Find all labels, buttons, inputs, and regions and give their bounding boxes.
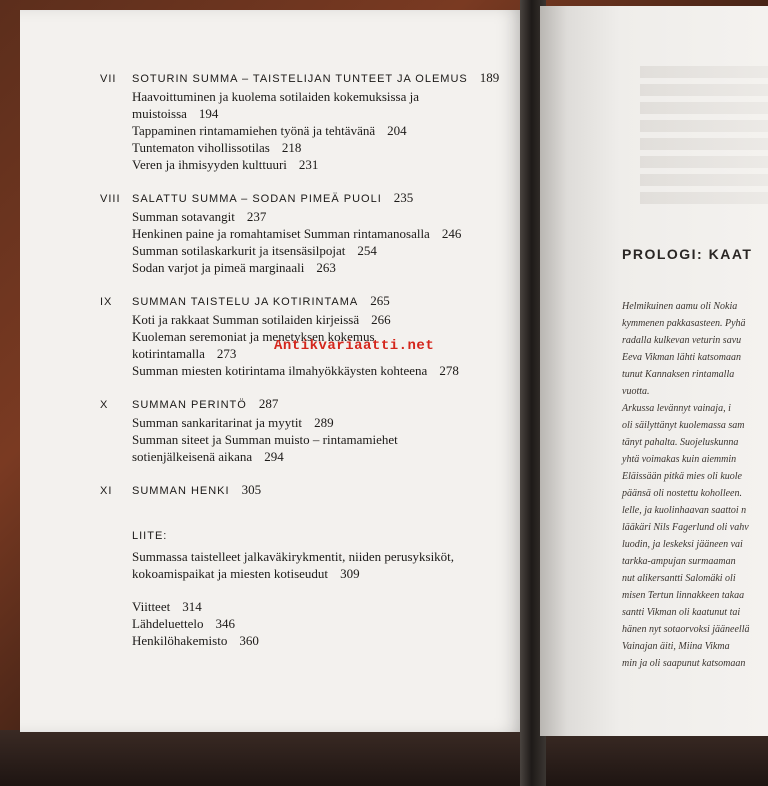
prologue-line: tunut Kannaksen rintamalla (622, 369, 735, 380)
entry-text: Henkinen paine ja romahtamiset Summan rintamanosalla (132, 226, 430, 241)
toc-entry (100, 139, 520, 156)
entry-page: 266 (371, 312, 391, 327)
appendix-line (100, 565, 520, 582)
section-page: 305 (241, 482, 262, 497)
toc-entry (100, 414, 520, 431)
prologue-line: kymmenen pakkasasteen. Pyhä (622, 318, 746, 329)
prologue-line: luodin, ja leskeksi jääneen vai (622, 539, 743, 550)
entry-text: kotirintamalla (132, 346, 205, 361)
prologue-line: nut alikersantti Salomäki oli (622, 573, 736, 584)
section-number: X (100, 399, 109, 411)
entry-text: Henkilöhakemisto (132, 633, 228, 648)
back-matter-item (100, 598, 520, 615)
entry-text: Koti ja rakkaat Summan sotilaiden kirjeissä (132, 312, 360, 327)
entry-text: Summan sankaritarinat ja myytit (132, 415, 303, 430)
section-heading (100, 482, 520, 500)
toc-entry (100, 225, 520, 242)
entry-page: 278 (439, 363, 459, 378)
prologue-line: Arkussa levännyt vainaja, i (622, 403, 731, 414)
back-matter (100, 598, 520, 649)
entry-text: Summan sotilaskarkurit ja itsensäsilpojat (132, 243, 346, 258)
section-title: SUMMAN TAISTELU JA KOTIRINTAMA (132, 296, 359, 308)
section-title: SUMMAN PERINTÖ (132, 399, 247, 411)
toc-entry (100, 259, 520, 276)
prologue-line: Eeva Vikman lähti katsomaan (622, 352, 741, 363)
section-page: 265 (370, 293, 390, 308)
prologue-line: min ja oli saapunut katsomaan (622, 658, 746, 669)
table-of-contents (100, 70, 520, 649)
prologue-line: vuotta. (622, 386, 650, 397)
section-title: SOTURIN SUMMA – TAISTELIJAN TUNTEET JA OLEMUS (132, 73, 468, 85)
prologue-line: oli säilyttänyt kuolemassa sam (622, 420, 745, 431)
back-matter-item (100, 615, 520, 632)
entry-text: muistoissa (132, 106, 187, 121)
entry-text: Summassa taistelleet jalkaväkirykmentit, niiden perusyksiköt, (132, 549, 455, 564)
entry-page: 204 (387, 123, 407, 138)
toc-entry (100, 122, 520, 139)
appendix-heading: LIITE: (132, 530, 168, 542)
prologue-title: PROLOGI: KAAT (622, 246, 753, 262)
section-title: SUMMAN HENKI (132, 485, 230, 497)
appendix-line (100, 548, 520, 565)
toc-entry (100, 105, 520, 122)
entry-text: kokoamispaikat ja miesten kotiseudut (132, 566, 329, 581)
bleed-through-text (640, 66, 768, 210)
toc-entry (100, 208, 520, 225)
toc-entry (100, 156, 520, 173)
entry-text: Veren ja ihmisyyden kulttuuri (132, 157, 287, 172)
watermark: Antikvariaatti.net (274, 338, 435, 354)
entry-text: Summan siteet ja Summan muisto – rintamamiehet (132, 432, 398, 447)
entry-text: Summan sotavangit (132, 209, 235, 224)
section-heading (100, 396, 520, 414)
entry-page: 237 (246, 209, 267, 224)
entry-text: sotienjälkeisenä aikana (132, 449, 253, 464)
section-page: 287 (258, 396, 279, 411)
entry-text: Kuoleman seremoniat ja menetyksen kokemus (132, 329, 375, 344)
section-heading (100, 293, 520, 311)
prologue-line: radalla kulkevan veturin savu (622, 335, 742, 346)
entry-page: 218 (281, 140, 302, 155)
prologue-line: yhtä voimakas kuin aiemmin (622, 454, 737, 465)
prologue-line: lääkäri Nils Fagerlund oli vahv (622, 522, 749, 533)
entry-page: 309 (340, 566, 360, 581)
prologue-line: Eläissään pitkä mies oli kuole (622, 471, 742, 482)
entry-page: 254 (357, 243, 377, 258)
cover-edge (0, 730, 768, 786)
prologue-line: Vainajan äiti, Miina Vikma (622, 641, 730, 652)
entry-page: 263 (316, 260, 336, 275)
prologue-line: misen Tertun linnakkeen takaa (622, 590, 745, 601)
appendix-section (100, 530, 520, 582)
toc-entry (100, 431, 520, 448)
prologue-line: tänyt pahalta. Suojeluskunna (622, 437, 739, 448)
entry-text: Tappaminen rintamamiehen työnä ja tehtävänä (132, 123, 376, 138)
section-number: VII (100, 73, 117, 85)
entry-page: 294 (264, 449, 284, 464)
toc-section (100, 482, 520, 500)
entry-text: Viitteet (132, 599, 171, 614)
toc-entry (100, 242, 520, 259)
entry-page: 246 (441, 226, 462, 241)
entry-page: 273 (216, 346, 237, 361)
prologue-line: tarkka-ampujan surmaaman (622, 556, 736, 567)
entry-page: 289 (314, 415, 334, 430)
left-page (20, 10, 526, 732)
prologue-line: santti Vikman oli kaatunut tai (622, 607, 741, 618)
entry-text: Haavoittuminen ja kuolema sotilaiden kokemuksissa ja (132, 89, 420, 104)
prologue-line: lelle, ja kuolinhaavan saattoi n (622, 505, 747, 516)
toc-entry (100, 448, 520, 465)
right-page (540, 6, 768, 736)
entry-text: Lähdeluettelo (132, 616, 204, 631)
section-number: VIII (100, 193, 121, 205)
section-heading (100, 70, 520, 88)
entry-text: Summan miesten kotirintama ilmahyökkäysten kohteena (132, 363, 428, 378)
section-page: 189 (479, 70, 500, 85)
entry-page: 314 (182, 599, 202, 614)
prologue-line: Helmikuinen aamu oli Nokia (622, 301, 738, 312)
entry-page: 360 (239, 633, 259, 648)
toc-entry (100, 362, 520, 379)
toc-section (100, 190, 520, 276)
entry-text: Sodan varjot ja pimeä marginaali (132, 260, 305, 275)
section-title: SALATTU SUMMA – SODAN PIMEÄ PUOLI (132, 193, 382, 205)
toc-section (100, 396, 520, 465)
entry-page: 194 (198, 106, 219, 121)
toc-entry (100, 88, 520, 105)
section-page: 235 (393, 190, 414, 205)
toc-entry (100, 311, 520, 328)
entry-page: 231 (298, 157, 319, 172)
prologue-line: päänsä oli nostettu koholleen. (622, 488, 742, 499)
toc-section (100, 293, 520, 379)
toc-section (100, 70, 520, 173)
prologue-text (622, 298, 768, 672)
section-number: IX (100, 296, 113, 308)
section-number: XI (100, 485, 113, 497)
entry-text: Tuntematon vihollissotilas (132, 140, 270, 155)
section-heading (100, 190, 520, 208)
back-matter-item (100, 632, 520, 649)
prologue-line: hänen nyt sotaorvoksi jääneellä (622, 624, 750, 635)
entry-page: 346 (215, 616, 235, 631)
